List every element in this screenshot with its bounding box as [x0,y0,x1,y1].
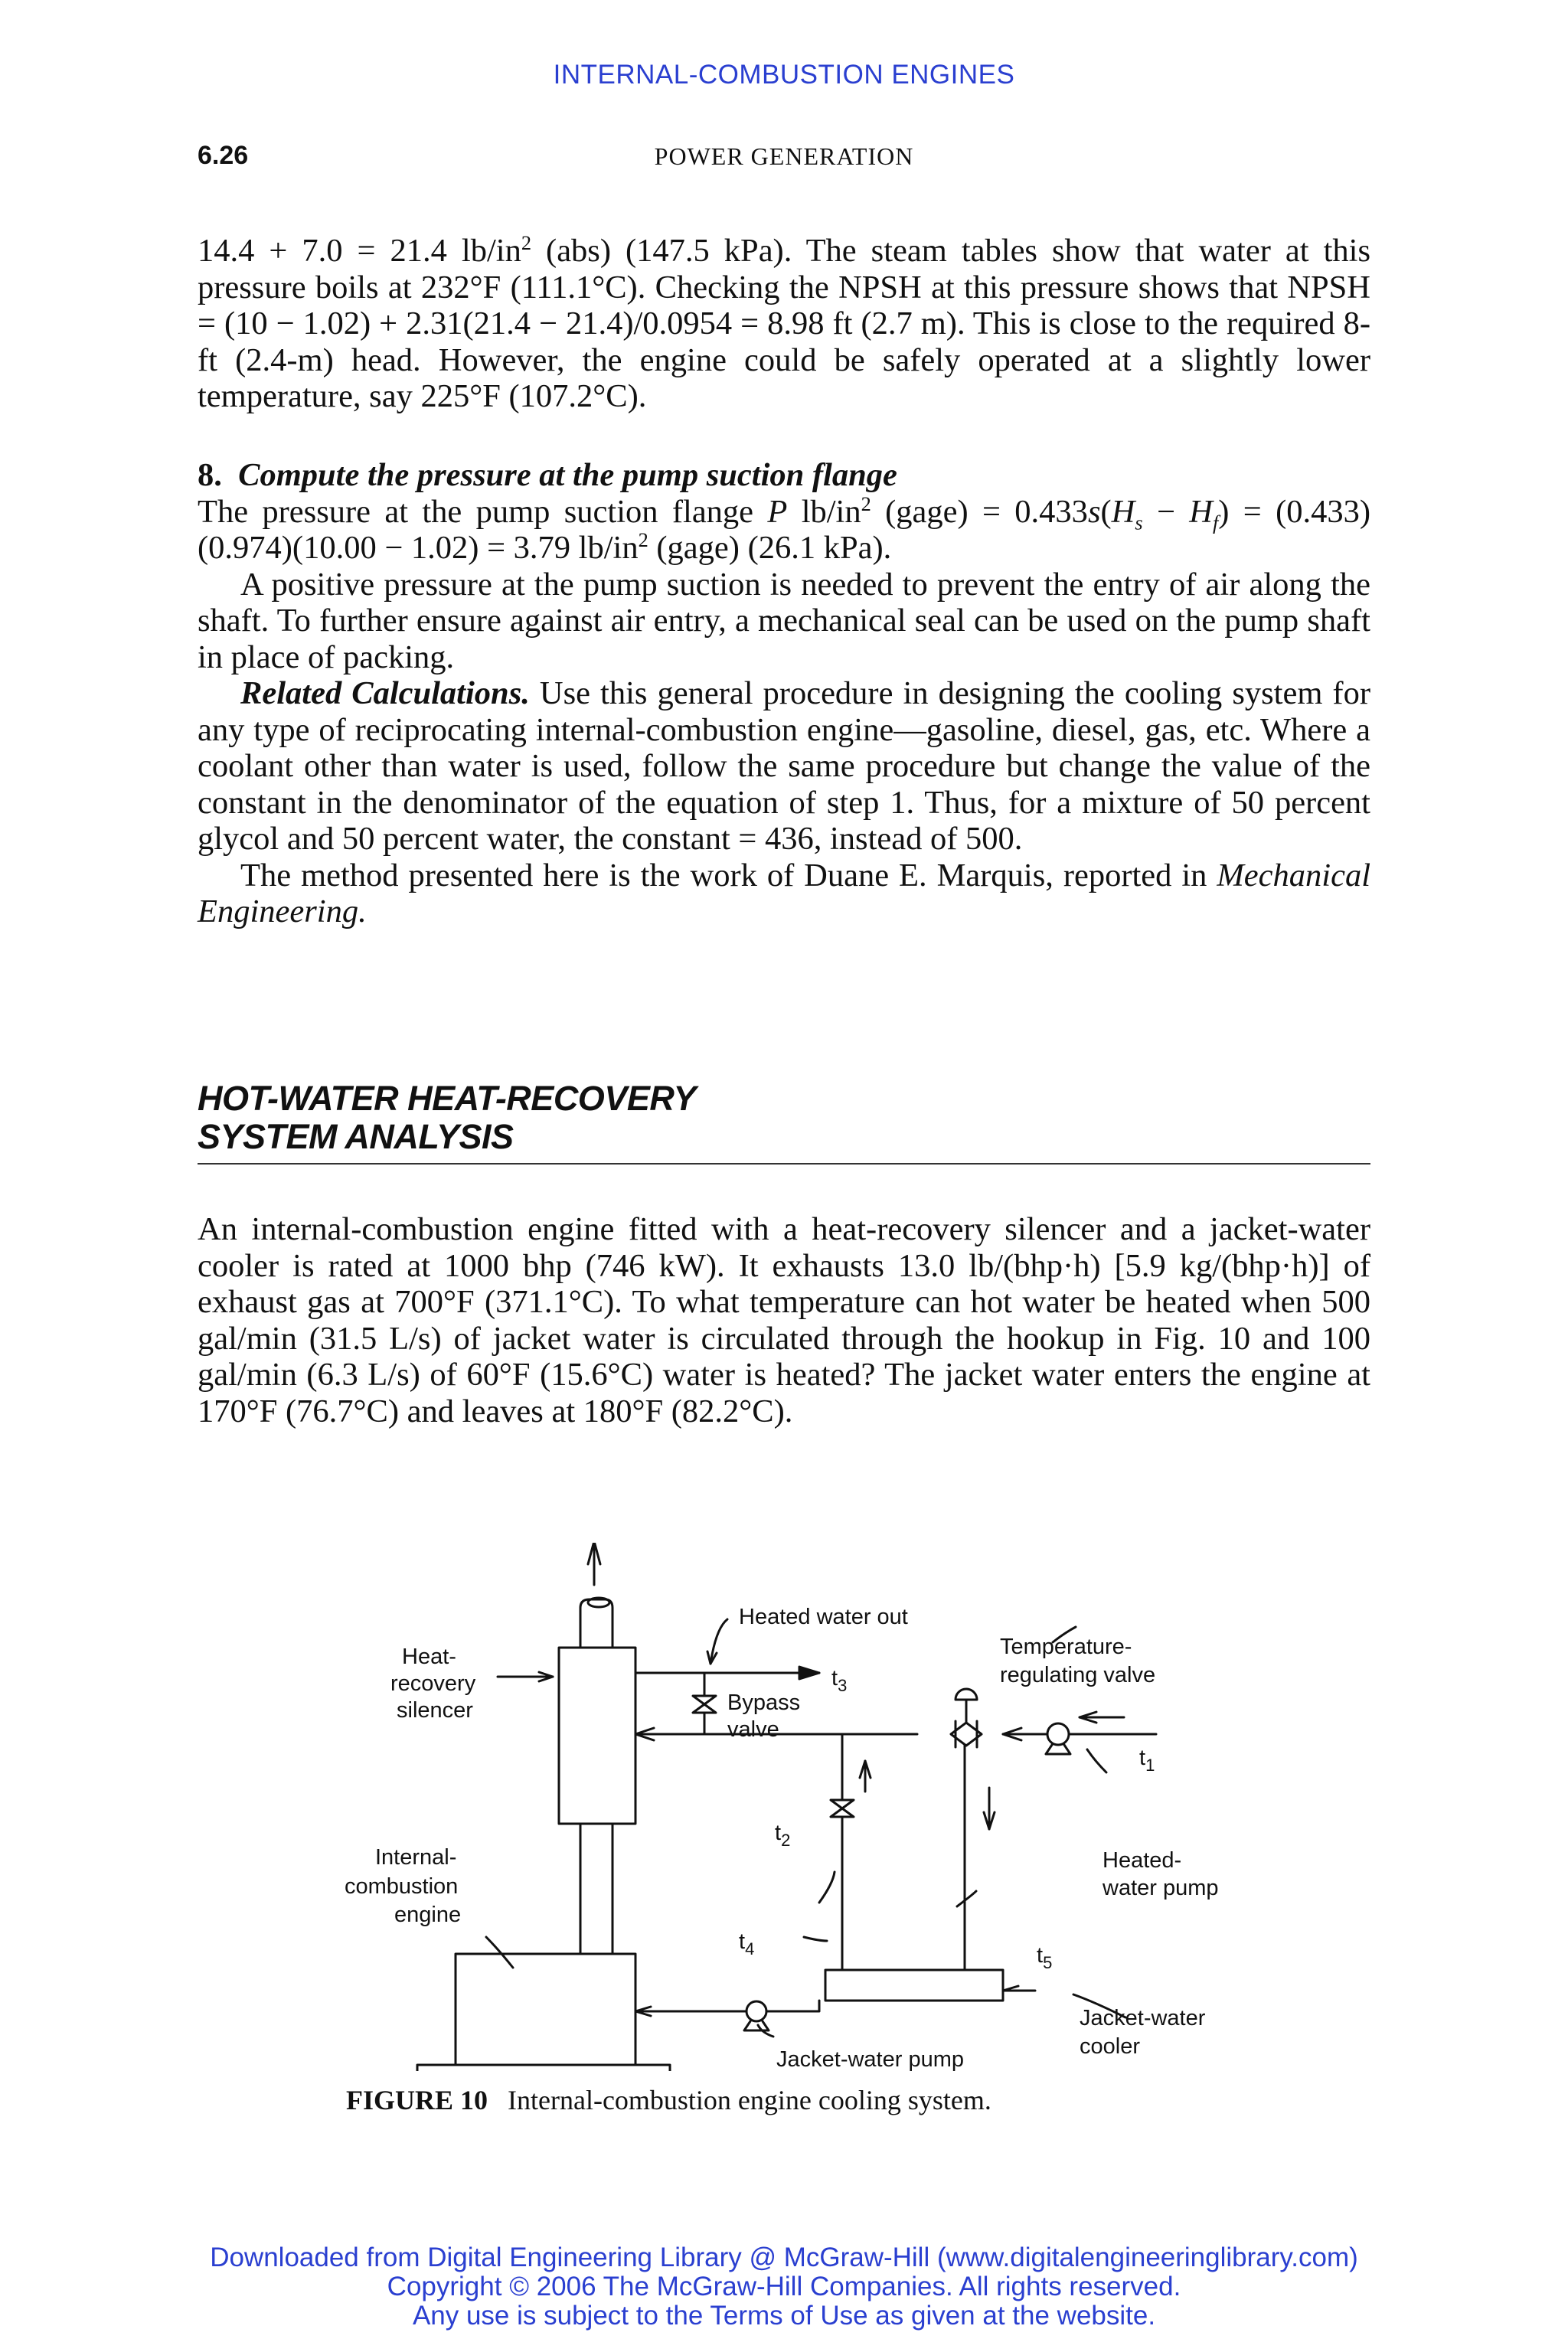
figure-caption-text: Internal-combustion engine cooling system. [508,2085,991,2115]
step-8-equation: The pressure at the pump suction flange P $lb/in^2$ (gage) = $0.433s(H_s - H_f) = (0.433)(0.974)(10.00 - 1.02) = 3.79$ $lb/in^2$ (gage) (26.1 kPa). [198,492,1370,566]
continued-paragraph: 14.4 + 7.0 = 21.4 $lb/in^2$ (abs) (147.5 kPa). The steam tables show that water at this pressure boils at 232°F (111.1°C). Checking the NPSH at this pressure shows that NPSH = (10 − 1.02) + 2.31(21.4 − 21.4)/0.0954 = 8.98 ft (2.7 m). This is close to the required 8-ft (2.4-m) head. However, the engine could be safely operated at a slightly lower temperature, say 225°F (107.2°C). [198,231,1370,414]
label-heated-water-pump-1: Heated- [1102,1848,1182,1873]
label-bypass-2: valve [727,1717,779,1742]
label-heat-recovery-3: silencer [397,1698,473,1723]
label-temperature-valve-2: regulating valve [1000,1663,1156,1687]
banner-link[interactable]: INTERNAL-COMBUSTION ENGINES [553,60,1015,90]
problem-statement: An internal-combustion engine fitted with a heat-recovery silencer and a jacket-water cooler is rated at 1000 bhp (746 kW). It exhausts 13.0 lb/(bhp·h) [5.9 kg/(bhp·h)] of exhaust gas at 700°F (371.1°C). To what temperature can hot water be heated when 500 gal/min (31.5 L/s) of jacket water is circulated through the hookup in Fig. 10 and 100 gal/min (6.3 L/s) of 60°F (15.6°C) water is heated? The jacket water enters the engine at 170°F (76.7°C) and leaves at 180°F (82.2°C). [198,1211,1370,1429]
related-calculations: Related Calculations. Use this general procedure in designing the cooling system for any type of reciprocating internal-combustion engine—gasoline, diesel, gas, etc. Where a coolant other than water is used, follow the same procedure but change the value of the constant in the denominator of the equation of step 1. Thus, for a mixture of 50 percent glycol and 50 percent water, the constant = 436, instead of 500. [198,675,1370,857]
label-jacket-water-pump: Jacket-water pump [776,2047,964,2071]
running-head: POWER GENERATION [654,142,914,170]
label-jacket-water-cooler-2: cooler [1080,2034,1140,2059]
step-8-explanation: A positive pressure at the pump suction is needed to prevent the entry of air along the shaft. To further ensure against air entry, a mechanical seal can be used on the pump shaft in place of packing. [198,566,1370,675]
label-jacket-water-cooler-1: Jacket-water [1080,2006,1206,2030]
label-t2: $t_2$ [775,1821,791,1850]
label-heat-recovery-2: recovery [390,1671,476,1696]
step-8-block [198,457,1370,930]
label-t4: $t_4$ [739,1929,755,1958]
label-temperature-valve-1: Temperature- [1000,1635,1132,1659]
figure-caption [346,2084,991,2116]
label-bypass-1: Bypass [727,1690,801,1715]
label-engine-2: combustion [345,1874,459,1899]
figure-caption-label: FIGURE 10 [346,2085,488,2115]
page-number: 6.26 [198,141,249,170]
label-t3: $t_3$ [831,1666,848,1695]
section-title: HOT-WATER HEAT-RECOVERY SYSTEM ANALYSIS [198,1079,697,1156]
label-heated-water-out: Heated water out [739,1605,908,1629]
label-t5: $t_5$ [1037,1943,1053,1972]
step-heading: Compute the pressure at the pump suction flange [238,457,897,493]
label-heat-recovery-1: Heat- [402,1645,456,1669]
footer-line-2[interactable]: Copyright © 2006 The McGraw-Hill Companies. All rights reserved. [387,2272,1181,2301]
section-rule [198,1163,1370,1165]
footer-line-1[interactable]: Downloaded from Digital Engineering Library @ McGraw-Hill (www.digitalengineeringlibrary.com) [210,2243,1358,2272]
label-engine-1: Internal- [375,1845,457,1870]
step-number: 8. [198,457,222,493]
label-t1: $t_1$ [1139,1746,1155,1775]
footer-line-3[interactable]: Any use is subject to the Terms of Use as given at the website. [412,2301,1156,2331]
label-heated-water-pump-2: water pump [1102,1876,1219,1900]
figure-10-diagram [329,1543,1248,2075]
label-engine-3: engine [394,1903,462,1927]
credit-paragraph: The method presented here is the work of Duane E. Marquis, reported in Mechanical Engineering. [198,857,1370,929]
